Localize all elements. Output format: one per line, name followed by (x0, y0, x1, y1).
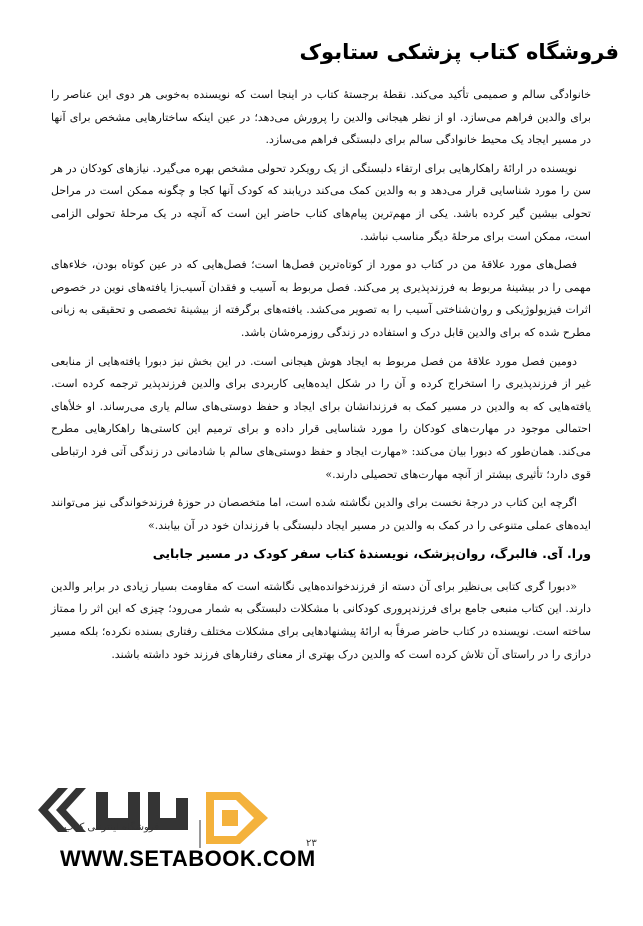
setabook-logo-watermark (0, 770, 300, 900)
logo-letter (176, 798, 188, 830)
paragraph-3: فصل‌های مورد علاقهٔ من در کتاب دو مورد از کوتاه‌ترین فصل‌ها است؛ فصل‌هایی که در عین کوتاه بودن، خلاءهای مهمی را در بیشینهٔ مربوط به فرزندپذیری پر می‌کند. فصل مربوط به آسیب و فقدان آسیب‌زا یافته‌های نوین در خصوص اثرات فیزیولوژیکی و روان‌شناختی آسیب را به تصویر می‌کشد. یافته‌های برگرفته از بیشینهٔ تخصصی و تحقیقی به زبانی مطرح شده که برای والدین قابل درک و استفاده در زندگی روزمره‌شان باشد. (51, 258, 591, 339)
book-icon (222, 810, 238, 826)
paragraph-2: نویسنده در ارائهٔ راهکارهایی برای ارتقاء دلبستگی از یک رویکرد تحولی مشخص بهره می‌گیرد. نیازهای کودکان در هر سن را مورد شناسایی قرار می‌دهد و به والدین کمک می‌کند دریابند که کودک آنها کجا و چگونه ممکن است در مراحل تحولی بیشین گیر کرده باشد. یکی از مهم‌ترین پیام‌های کتاب حاضر این است که آنچه در یک مرحلهٔ تحولی الزامی است، ممکن است برای مرحلهٔ دیگر مناسب نباشد. (51, 161, 591, 243)
watermark-brand-text: فروشگاه اینترنتی کتاب (64, 822, 160, 833)
paragraph-1: خانوادگی سالم و صمیمی تأکید می‌کند. نقطهٔ برجستهٔ کتاب در اینجا است که نویسنده به‌خوبی هر دوی این عناصر را برای والدین فراهم می‌سازد. او از نظر هیجانی والدین را پرورش می‌دهد؛ در عین اینکه ساختارهایی مشخص برای آنها در مسیر ایجاد یک محیط خانوادگی سالم برای دلبستگی فراهم می‌سازد. (51, 88, 591, 147)
section-heading: ورا. آی. فالبرگ، روان‌پزشک، نویسندهٔ کتاب سفر کودک در مسیر جابایی (152, 546, 591, 562)
footer-url: WWW.SETABOOK.COM (60, 846, 316, 871)
paragraph-4: دومین فصل مورد علاقهٔ من فصل مربوط به ایجاد هوش هیجانی است. در این بخش نیز دبورا یافته‌هایی از منابعی غیر از فرزندپذیری را استخراج کرده و آن را در شکل ایده‌هایی کاربردی برای والدین فرزندپذیر ترجمه کرده است. یافته‌هایی که به والدین در مسیر کمک به فرزندانشان برای ایجاد و حفظ دوستی‌های سالم یاری می‌رساند. او خلأهای احتمالی موجود در مهارت‌های کودکان را مورد شناسایی قرار داده و برای ترمیم این کاستی‌ها راهکارهایی مطرح می‌کند. همان‌طور که دبورا بیان می‌کند: «مهارت ایجاد و حفظ دوستی‌های سالم با شادمانی در زندگی آتی فرد ارتباطی قوی دارد؛ تأثیری بیشتر از آنچه مهارت‌های تحصیلی دارند.» (51, 354, 591, 481)
paragraph-5: اگرچه این کتاب در درجهٔ نخست برای والدین نگاشته شده است، اما متخصصان در حوزهٔ فرزندخواندگی نیز می‌توانند ایده‌های عملی متنوعی را در کمک به والدین در مسیر ایجاد دلبستگی با فرزندان خود در آن بیابند.» (51, 496, 591, 532)
page-title: فروشگاه کتاب پزشکی ستابوک (299, 40, 619, 64)
page-number: ۲۳ (306, 838, 317, 849)
paragraph-6: «دبورا گری کتابی بی‌نظیر برای آن دسته از فرزندخوانده‌هایی نگاشته است که مقاومت بسیار زیادی در برابر والدین دارند. این کتاب منبعی جامع برای فرزندپروری کودکانی با مشکلات دلبستگی به شمار می‌رود؛ چیزی که این اثر را ممتاز ساخته است. نویسنده در کتاب حاضر صرفاً به ارائهٔ پیشنهادهایی برای مشکلات مختلف رفتاری بسنده نکرده؛ بلکه مسیر درازی را در راستای آن تلاش کرده است که والدین درک بهتری از معنای رفتارهای فرزند خود داشته باشند. (51, 579, 591, 661)
document-body (51, 84, 591, 672)
